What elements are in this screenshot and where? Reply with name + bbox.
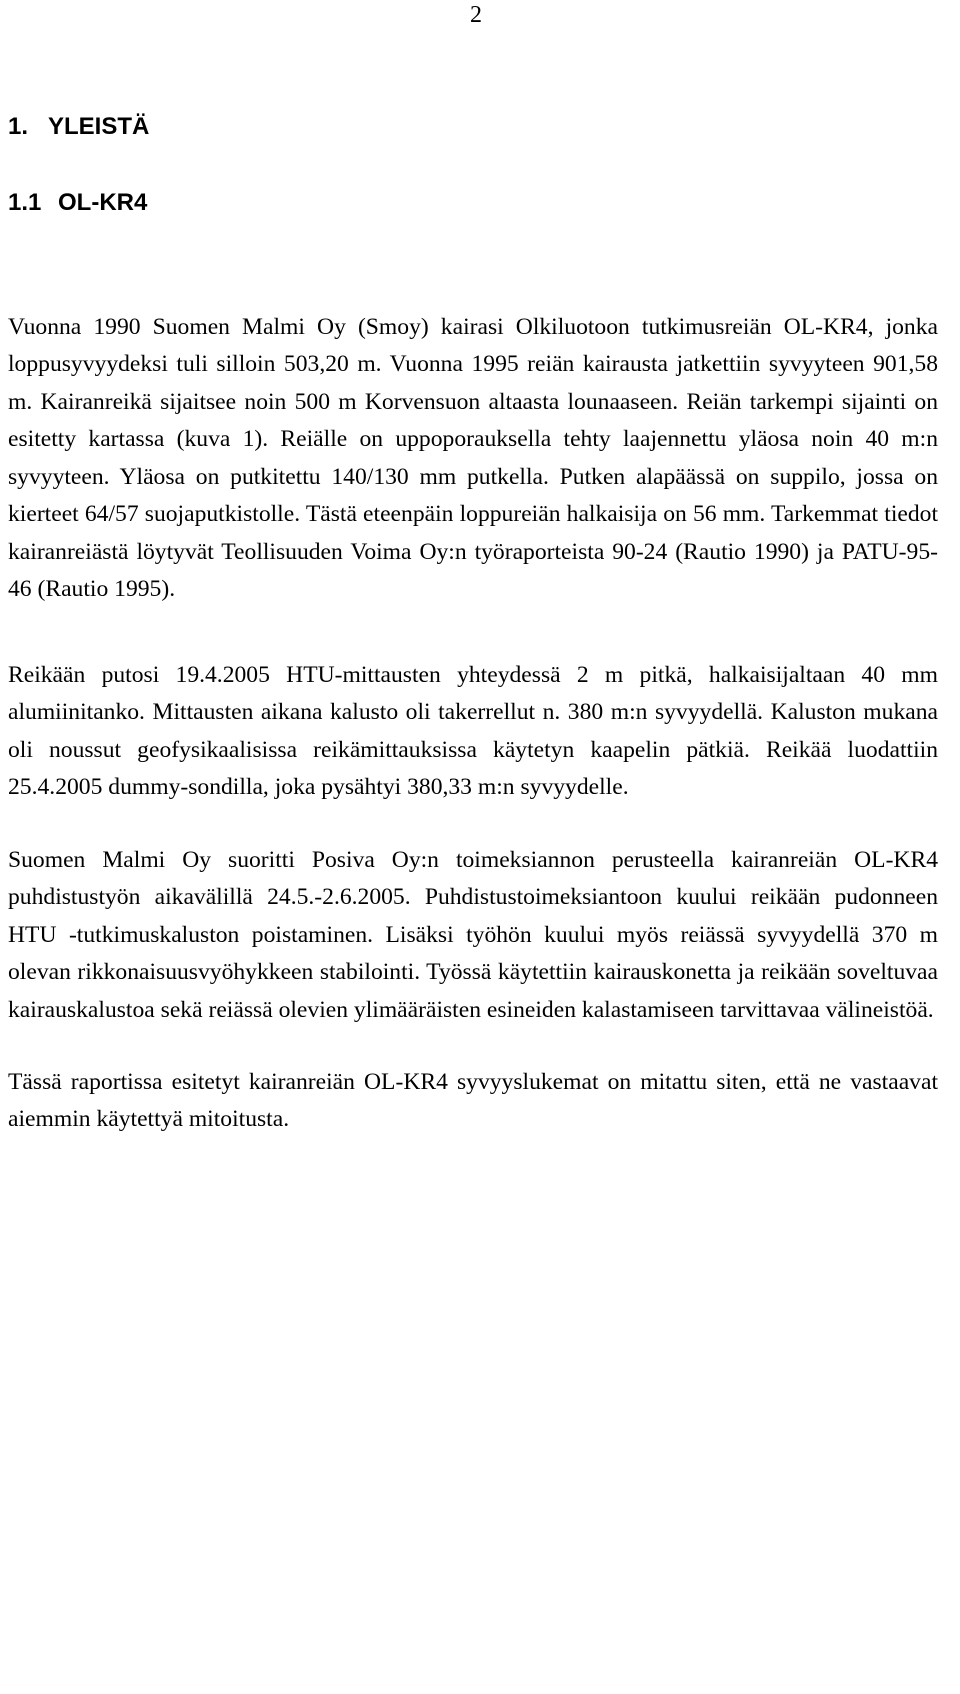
subsection-number: 1.1 [8,189,42,216]
subsection-heading [8,188,147,218]
subsection-title: OL-KR4 [58,189,148,216]
section-title: YLEISTÄ [48,113,150,140]
paragraph-dropped-equipment: Reikään putosi 19.4.2005 HTU-mittausten yhteydessä 2 m pitkä, halkaisijaltaan 40 mm alumiinitanko. Mittausten aikana kalusto oli takerrellut n. 380 m:n syvyydellä. Kaluston mukana oli noussut geofysikaalisissa reikämittauksissa käytetyn kaapelin pätkiä. Reikää luodattiin 25.4.2005 dummy-sondilla, joka pysähtyi 380,33 m:n syvyydelle. [8,661,938,801]
paragraph-depth-readings: Tässä raportissa esitetyt kairanreiän OL-KR4 syvyyslukemat on mitattu siten, että ne vastaavat aiemmin käytettyä mitoitusta. [8,1068,938,1133]
paragraph-borehole-history: Vuonna 1990 Suomen Malmi Oy (Smoy) kairasi Olkiluotoon tutkimusreiän OL-KR4, jonka loppusyvyydeksi tuli silloin 503,20 m. Vuonna 1995 reiän kairausta jatkettiin syvyyteen 901,58 m. Kairanreikä sijaitsee noin 500 m Korvensuon altaasta lounaaseen. Reiän tarkempi sijainti on esitetty kartassa (kuva 1). Reiälle on uppoporauksella tehty laajennettu yläosa noin 40 m:n syvyyteen. Yläosa on putkitettu 140/130 mm putkella. Putken alapäässä on suppilo, jossa on kierteet 64/57 suojaputkistolle. Tästä eteenpäin loppureiän halkaisija on 56 mm. Tarkemmat tiedot kairanreiästä löytyvät Teollisuuden Voima Oy:n työraporteista 90-24 (Rautio 1990) ja PATU-95-46 (Rautio 1995). [8,313,938,603]
paragraph-cleaning-work: Suomen Malmi Oy suoritti Posiva Oy:n toimeksiannon perusteella kairanreiän OL-KR4 puhdistustyön aikavälillä 24.5.-2.6.2005. Puhdistustoimeksiantoon kuului reikään pudonneen HTU -tutkimuskaluston poistaminen. Lisäksi työhön kuului myös reiässä syvyydellä 370 m olevan rikkonaisuusvyöhykkeen stabilointi. Työssä käytettiin kairauskonetta ja reikään soveltuvaa kairauskalustoa sekä reiässä olevien ylimääräisten esineiden kalastamiseen tarvittavaa välineistöä. [8,846,938,1023]
page-number: 2 [470,2,482,28]
section-number: 1. [8,113,29,140]
section-heading [8,112,149,142]
